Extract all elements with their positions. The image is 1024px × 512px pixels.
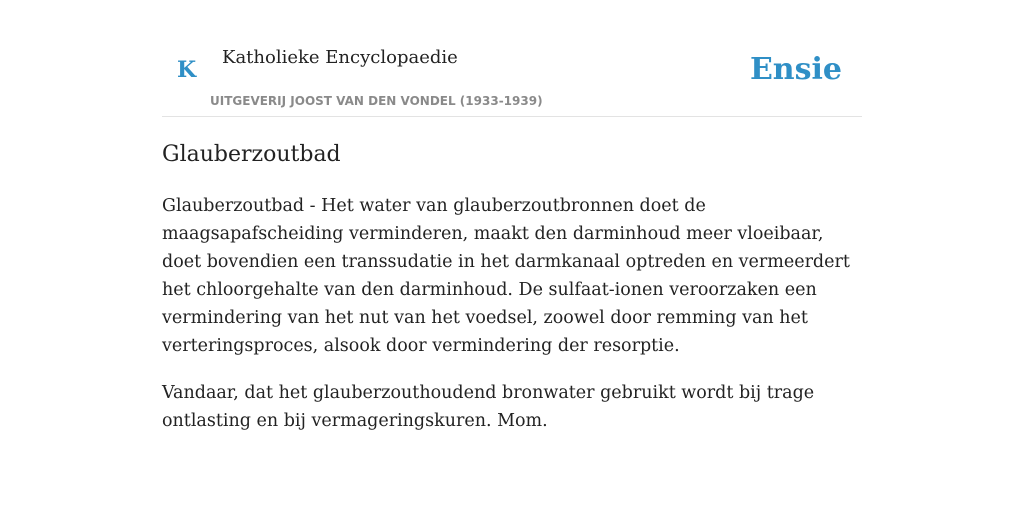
publisher-label: UITGEVERIJ JOOST VAN DEN VONDEL (1933-1939) <box>210 94 543 108</box>
publication-logo[interactable]: K <box>177 57 197 83</box>
article-paragraph: Vandaar, dat het glauberzouthoudend bronwater gebruikt wordt bij trage ontlasting en bij vermageringskuren. Mom. <box>162 383 815 431</box>
publication-title[interactable]: Katholieke Encyclopaedie <box>222 47 458 68</box>
article-body <box>162 192 862 454</box>
article-title: Glauberzoutbad <box>162 142 341 167</box>
article-paragraph: Glauberzoutbad - Het water van glauberzoutbronnen doet de maagsapafscheiding verminderen, maakt den darminhoud meer vloeibaar, doet bovendien een transsudatie in het darmkanaal optreden en vermeerdert het chloorgehalte van den darminhoud. De sulfaat-ionen veroorzaken een vermindering van het nut van het voedsel, zoowel door remming van het verteringsproces, alsook door vermindering der resorptie. <box>162 196 850 356</box>
ensie-logo-link[interactable]: Ensie <box>749 52 842 87</box>
header <box>162 0 862 117</box>
